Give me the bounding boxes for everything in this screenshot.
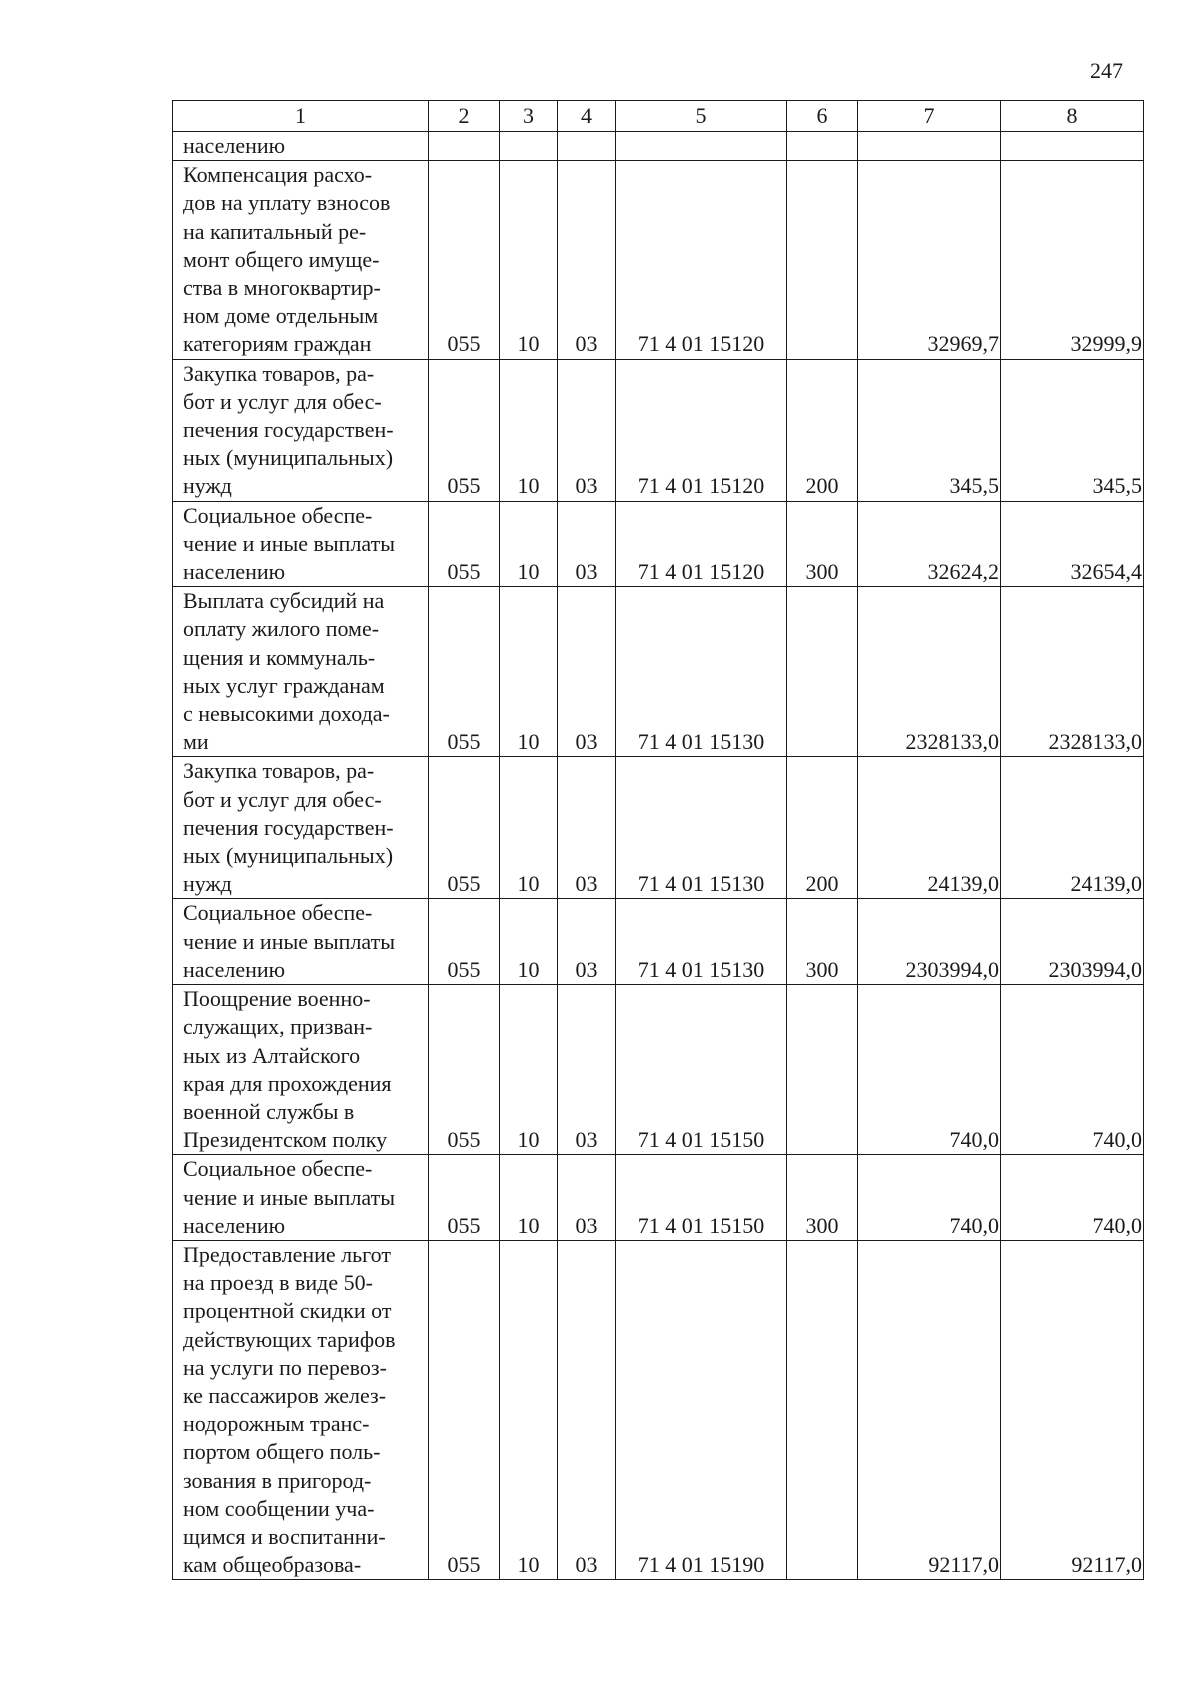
target-article-cell: 71 4 01 15190 (616, 1240, 787, 1579)
description-line: бот и услуг для обес- (183, 388, 382, 414)
description-line: ном сообщении уча- (183, 1495, 375, 1521)
description-line: с невысокими дохода- (183, 701, 390, 727)
description-line: населению (183, 956, 286, 982)
section-cell: 10 (500, 1240, 558, 1579)
table-row (173, 501, 1144, 587)
section-cell: 10 (500, 1155, 558, 1241)
description-line: дов на уплату взносов (183, 190, 391, 216)
description-line: нужд (183, 473, 232, 499)
row-description (173, 501, 429, 587)
description-line: чение и иные выплаты (183, 1184, 396, 1210)
expense-type-cell (787, 587, 858, 757)
description-line: Социальное обеспе- (183, 900, 373, 926)
target-article-cell: 71 4 01 15130 (616, 899, 787, 985)
expense-type-cell (787, 1240, 858, 1579)
description-line: военной службы в (183, 1098, 355, 1124)
column-header: 7 (858, 101, 1001, 132)
description-line: Президентском полку (183, 1127, 388, 1153)
description-line: ке пассажиров желез- (183, 1382, 387, 1408)
column-header: 2 (429, 101, 500, 132)
amount-year2-cell: 740,0 (1001, 1155, 1144, 1241)
ministry-code-cell (429, 132, 500, 161)
description-line: Компенсация расхо- (183, 162, 373, 188)
subsection-cell: 03 (558, 899, 616, 985)
amount-year1-cell: 32969,7 (858, 161, 1001, 359)
amount-year1-cell: 345,5 (858, 359, 1001, 501)
ministry-code-cell: 055 (429, 587, 500, 757)
row-description (173, 161, 429, 359)
description-line: ных из Алтайского (183, 1042, 361, 1068)
target-article-cell: 71 4 01 15130 (616, 757, 787, 899)
ministry-code-cell: 055 (429, 161, 500, 359)
description-line: нодорожным транс- (183, 1411, 370, 1437)
description-line: на услуги по перевоз- (183, 1354, 387, 1380)
ministry-code-cell: 055 (429, 985, 500, 1155)
ministry-code-cell: 055 (429, 1240, 500, 1579)
table-row (173, 359, 1144, 501)
description-line: ми (183, 729, 209, 755)
description-line: Выплата субсидий на (183, 588, 385, 614)
description-line: ных услуг гражданам (183, 672, 385, 698)
subsection-cell: 03 (558, 1155, 616, 1241)
amount-year2-cell: 32654,4 (1001, 501, 1144, 587)
expense-type-cell (787, 985, 858, 1155)
amount-year2-cell: 740,0 (1001, 985, 1144, 1155)
description-line: печения государствен- (183, 417, 394, 443)
table-row (173, 1155, 1144, 1241)
table-header-row (173, 101, 1144, 132)
description-line: печения государствен- (183, 814, 394, 840)
table-row (173, 161, 1144, 359)
target-article-cell: 71 4 01 15130 (616, 587, 787, 757)
target-article-cell: 71 4 01 15150 (616, 985, 787, 1155)
expense-type-cell (787, 161, 858, 359)
description-line: Социальное обеспе- (183, 502, 373, 528)
section-cell: 10 (500, 161, 558, 359)
amount-year2-cell: 345,5 (1001, 359, 1144, 501)
description-line: Социальное обеспе- (183, 1156, 373, 1182)
section-cell: 10 (500, 359, 558, 501)
page-number: 247 (1090, 58, 1123, 83)
subsection-cell: 03 (558, 1240, 616, 1579)
column-header: 3 (500, 101, 558, 132)
amount-year2-cell: 32999,9 (1001, 161, 1144, 359)
description-line: Закупка товаров, ра- (183, 360, 375, 386)
ministry-code-cell: 055 (429, 757, 500, 899)
section-cell: 10 (500, 757, 558, 899)
description-line: кам общеобразова- (183, 1552, 362, 1578)
table-row (173, 1240, 1144, 1579)
column-header: 6 (787, 101, 858, 132)
description-line: Поощрение военно- (183, 986, 371, 1012)
section-cell: 10 (500, 587, 558, 757)
description-line: ных (муниципальных) (183, 445, 394, 471)
target-article-cell: 71 4 01 15120 (616, 501, 787, 587)
description-line: населению (183, 559, 286, 585)
amount-year1-cell: 32624,2 (858, 501, 1001, 587)
description-line: чение и иные выплаты (183, 530, 396, 556)
amount-year1-cell: 92117,0 (858, 1240, 1001, 1579)
subsection-cell: 03 (558, 587, 616, 757)
row-description (173, 899, 429, 985)
expense-type-cell: 300 (787, 899, 858, 985)
column-header: 8 (1001, 101, 1144, 132)
subsection-cell: 03 (558, 501, 616, 587)
section-cell (500, 132, 558, 161)
expense-type-cell: 200 (787, 757, 858, 899)
subsection-cell (558, 132, 616, 161)
description-line: монт общего имуще- (183, 246, 380, 272)
description-line: процентной скидки от (183, 1298, 392, 1324)
amount-year1-cell: 2303994,0 (858, 899, 1001, 985)
description-line: щимся и воспитанни- (183, 1523, 386, 1549)
row-description (173, 359, 429, 501)
subsection-cell: 03 (558, 359, 616, 501)
ministry-code-cell: 055 (429, 359, 500, 501)
description-line: на капитальный ре- (183, 218, 367, 244)
amount-year2-cell: 2303994,0 (1001, 899, 1144, 985)
description-line: ства в многоквартир- (183, 275, 381, 301)
column-header: 4 (558, 101, 616, 132)
budget-table (172, 100, 1144, 1580)
ministry-code-cell: 055 (429, 1155, 500, 1241)
description-line: бот и услуг для обес- (183, 786, 382, 812)
description-line: населению (183, 133, 286, 158)
description-line: ном доме отдельным (183, 303, 379, 329)
amount-year1-cell: 740,0 (858, 985, 1001, 1155)
table-row (173, 587, 1144, 757)
description-line: зования в пригород- (183, 1467, 372, 1493)
row-description (173, 587, 429, 757)
row-description (173, 757, 429, 899)
expense-type-cell (787, 132, 858, 161)
subsection-cell: 03 (558, 757, 616, 899)
table-row (173, 985, 1144, 1155)
section-cell: 10 (500, 985, 558, 1155)
description-line: служащих, призван- (183, 1014, 373, 1040)
amount-year2-cell: 2328133,0 (1001, 587, 1144, 757)
description-line: Закупка товаров, ра- (183, 758, 375, 784)
section-cell: 10 (500, 501, 558, 587)
table-row (173, 757, 1144, 899)
ministry-code-cell: 055 (429, 501, 500, 587)
subsection-cell: 03 (558, 161, 616, 359)
description-line: категориям граждан (183, 331, 372, 357)
row-description (173, 1240, 429, 1579)
description-line: края для прохождения (183, 1070, 392, 1096)
description-line: действующих тарифов (183, 1326, 396, 1352)
column-header: 1 (173, 101, 429, 132)
amount-year1-cell: 2328133,0 (858, 587, 1001, 757)
expense-type-cell: 300 (787, 501, 858, 587)
column-header: 5 (616, 101, 787, 132)
description-line: ных (муниципальных) (183, 843, 394, 869)
description-line: портом общего поль- (183, 1439, 381, 1465)
row-description (173, 132, 429, 161)
description-line: Предоставление льгот (183, 1241, 391, 1267)
amount-year1-cell (858, 132, 1001, 161)
row-description (173, 985, 429, 1155)
section-cell: 10 (500, 899, 558, 985)
ministry-code-cell: 055 (429, 899, 500, 985)
target-article-cell: 71 4 01 15150 (616, 1155, 787, 1241)
expense-type-cell: 200 (787, 359, 858, 501)
amount-year1-cell: 24139,0 (858, 757, 1001, 899)
description-line: щения и коммуналь- (183, 644, 376, 670)
expense-type-cell: 300 (787, 1155, 858, 1241)
amount-year1-cell: 740,0 (858, 1155, 1001, 1241)
description-line: на проезд в виде 50- (183, 1270, 373, 1296)
amount-year2-cell: 92117,0 (1001, 1240, 1144, 1579)
target-article-cell: 71 4 01 15120 (616, 359, 787, 501)
row-description (173, 1155, 429, 1241)
table-row (173, 899, 1144, 985)
amount-year2-cell (1001, 132, 1144, 161)
table-row (173, 132, 1144, 161)
description-line: населению (183, 1212, 286, 1238)
description-line: нужд (183, 871, 232, 897)
subsection-cell: 03 (558, 985, 616, 1155)
target-article-cell (616, 132, 787, 161)
description-line: чение и иные выплаты (183, 928, 396, 954)
target-article-cell: 71 4 01 15120 (616, 161, 787, 359)
amount-year2-cell: 24139,0 (1001, 757, 1144, 899)
description-line: оплату жилого поме- (183, 616, 380, 642)
